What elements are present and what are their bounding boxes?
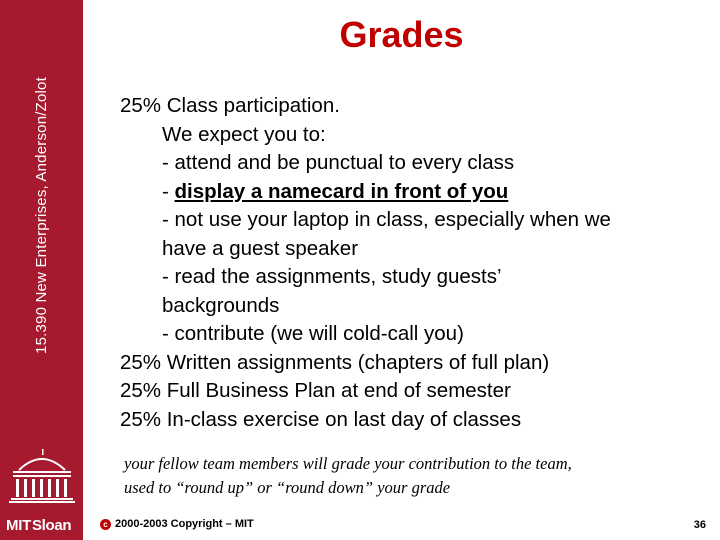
body-line: - read the assignments, study guests’ bbox=[162, 265, 502, 288]
grading-note bbox=[124, 452, 704, 500]
slide-body bbox=[120, 92, 710, 434]
page-number: 36 bbox=[693, 519, 706, 531]
body-line: 25% Written assignments (chapters of full plan) bbox=[120, 350, 550, 374]
mit-sloan-logo bbox=[6, 517, 71, 537]
course-label: 15.390 New Enterprises, Anderson/Zolot bbox=[33, 76, 51, 354]
footer-copyright bbox=[100, 518, 254, 530]
body-line: 25% Full Business Plan at end of semester bbox=[120, 379, 511, 402]
note-line: used to “round up” or “round down” your grade bbox=[124, 478, 451, 497]
mit-dome-icon bbox=[9, 448, 75, 504]
logo-mit-text: MIT bbox=[6, 517, 31, 534]
copyright-icon: c bbox=[100, 519, 111, 530]
copyright-text: 2000-2003 Copyright – MIT bbox=[115, 518, 254, 530]
logo-sloan-text: Sloan bbox=[31, 517, 72, 534]
body-line: have a guest speaker bbox=[162, 236, 359, 260]
body-line: backgrounds bbox=[162, 293, 280, 317]
namecard-emphasis: display a namecard in front of you bbox=[174, 179, 509, 203]
body-line: - not use your laptop in class, especially when we bbox=[162, 208, 611, 231]
slide-title: Grades bbox=[339, 14, 464, 55]
body-line: 25% Class participation. bbox=[120, 94, 340, 117]
sidebar bbox=[0, 0, 83, 540]
body-line: 25% In-class exercise on last day of classes bbox=[120, 407, 522, 431]
course-label-container bbox=[0, 0, 83, 430]
body-line-namecard bbox=[120, 178, 710, 207]
body-line: We expect you to: bbox=[162, 122, 326, 146]
body-line: - attend and be punctual to every class bbox=[162, 151, 515, 174]
body-line-prefix: - bbox=[162, 179, 175, 203]
note-line: your fellow team members will grade your contribution to the team, bbox=[124, 454, 572, 473]
body-line: - contribute (we will cold-call you) bbox=[162, 322, 464, 345]
